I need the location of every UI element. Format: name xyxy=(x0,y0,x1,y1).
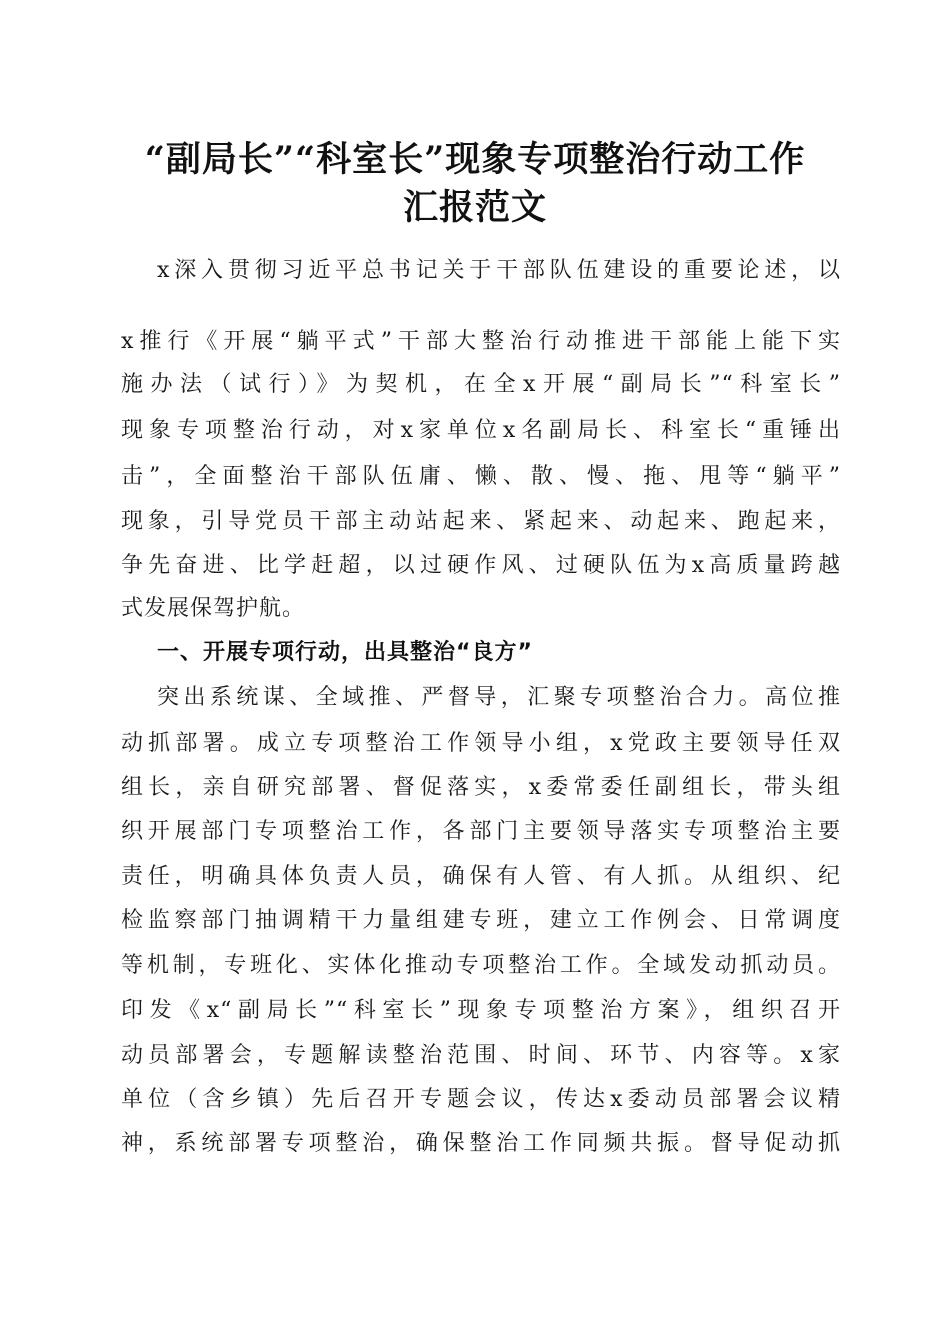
intro-line-3: 施办法（试行）》为契机，在全x开展“副局长”“科室长” xyxy=(121,372,841,397)
intro-line-7: 争先奋进、比学赶超，以过硬作风、过硬队伍为x高质量跨越 xyxy=(121,553,841,578)
intro-line-6: 现象，引导党员干部主动站起来、紧起来、动起来、跑起来， xyxy=(121,509,841,534)
section-1-line-10: 单位（含乡镇）先后召开专题会议，传达x委动员部署会议精 xyxy=(121,1087,841,1112)
intro-line-2: x推行《开展“躺平式”干部大整治行动推进干部能上能下实 xyxy=(121,329,841,354)
section-1-line-6: 检监察部门抽调精干力量组建专班，建立工作例会、日常调度 xyxy=(121,908,841,933)
intro-line-4: 现象专项整治行动，对x家单位x名副局长、科室长“重锤出 xyxy=(121,418,841,443)
section-1-line-1: 突出系统谋、全域推、严督导，汇聚专项整治合力。高位推 xyxy=(157,685,841,710)
document-title-line-2: 汇报范文 xyxy=(402,187,547,228)
intro-line-5: 击”，全面整治干部队伍庸、懒、散、慢、拖、甩等“躺平” xyxy=(121,464,841,489)
section-1-line-11: 神，系统部署专项整治，确保整治工作同频共振。督导促动抓 xyxy=(121,1131,841,1156)
section-1-line-2: 动抓部署。成立专项整治工作领导小组，x党政主要领导任双 xyxy=(121,731,841,756)
intro-line-1: x深入贯彻习近平总书记关于干部队伍建设的重要论述，以 xyxy=(157,258,841,283)
section-1-line-4: 织开展部门专项整治工作，各部门主要领导落实专项整治主要 xyxy=(121,819,841,844)
section-1-line-7: 等机制，专班化、实体化推动专项整治工作。全域发动抓动员。 xyxy=(121,953,841,978)
section-1-line-9: 动员部署会，专题解读整治范围、时间、环节、内容等。x家 xyxy=(121,1043,841,1068)
section-1-line-5: 责任，明确具体负责人员，确保有人管、有人抓。从组织、纪 xyxy=(121,864,841,889)
section-1-line-3: 组长，亲自研究部署、督促落实，x委常委任副组长，带头组 xyxy=(121,775,841,800)
document-title-line-1: “副局长”“科室长”现象专项整治行动工作 xyxy=(144,139,806,180)
section-1-line-8: 印发《x“副局长”“科室长”现象专项整治方案》，组织召开 xyxy=(121,998,841,1023)
section-1-heading: 一、开展专项行动，出具整治“良方” xyxy=(157,640,533,665)
intro-line-8: 式发展保驾护航。 xyxy=(121,596,306,621)
